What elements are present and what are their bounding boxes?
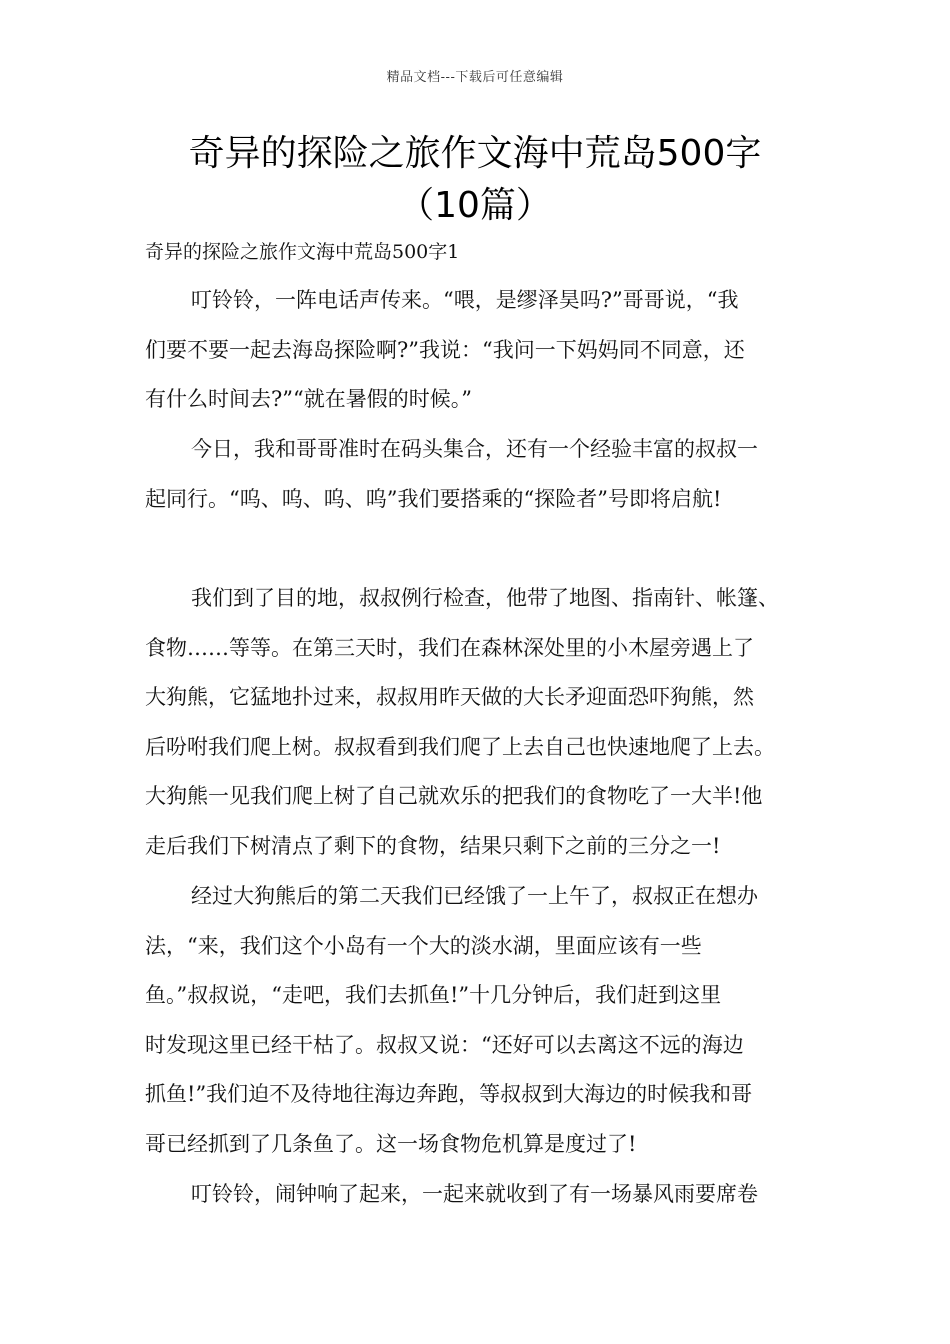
paragraph-1: [145, 276, 810, 425]
paragraph-line: 鱼。”叔叔说，“走吧，我们去抓鱼!”十几分钟后，我们赶到这里: [145, 983, 722, 1007]
paragraph-4: [145, 872, 810, 1169]
paragraph-line: 大狗熊，它猛地扑过来，叔叔用昨天做的大长矛迎面恐吓狗熊，然: [145, 685, 754, 709]
paragraph-2: [145, 425, 810, 524]
paragraph-line: 食物……等等。在第三天时，我们在森林深处里的小木屋旁遇上了: [145, 635, 754, 660]
paragraph-line: 叮铃铃，闹钟响了起来，一起来就收到了有一场暴风雨要席卷: [191, 1182, 758, 1206]
paragraph-line: 我们到了目的地，叔叔例行检查，他带了地图、指南针、帐篷、: [191, 586, 779, 610]
paragraph-5: [145, 1170, 810, 1220]
paragraph-line: 叮铃铃，一阵电话声传来。“喂，是缪泽昊吗?”哥哥说，“我: [191, 288, 739, 312]
title-line-2: （10篇）: [398, 185, 552, 226]
paragraph-line: 起同行。“呜、呜、呜、呜”我们要搭乘的“探险者”号即将启航!: [145, 486, 722, 511]
page-header: 精品文档---下载后可任意编辑: [386, 70, 564, 85]
paragraph-line: 走后我们下树清点了剩下的食物，结果只剩下之前的三分之一!: [145, 833, 721, 858]
paragraph-line: 今日，我和哥哥准时在码头集合，还有一个经验丰富的叔叔一: [191, 437, 758, 461]
document-title: [100, 128, 850, 232]
paragraph-line: 后吩咐我们爬上树。叔叔看到我们爬了上去自己也快速地爬了上去。: [145, 734, 775, 759]
title-line-1: 奇异的探险之旅作文海中荒岛500字: [188, 133, 762, 174]
paragraph-line: 法，“来，我们这个小岛有一个大的淡水湖，里面应该有一些: [145, 933, 702, 958]
paragraph-line: 有什么时间去?”“就在暑假的时候。”: [145, 387, 472, 411]
paragraph-line: 抓鱼!”我们迫不及待地往海边奔跑，等叔叔到大海边的时候我和哥: [145, 1082, 753, 1106]
paragraph-line: 大狗熊一见我们爬上树了自己就欢乐的把我们的食物吃了一大半!他: [145, 784, 763, 808]
paragraph-line: 时发现这里已经干枯了。叔叔又说：“还好可以去离这不远的海边: [145, 1032, 744, 1057]
paragraph-line: 哥已经抓到了几条鱼了。这一场食物危机算是度过了!: [145, 1131, 637, 1156]
essay-heading: 奇异的探险之旅作文海中荒岛500字1: [145, 241, 460, 263]
paragraph-line: 们要不要一起去海岛探险啊?”我说：“我问一下妈妈同不同意，还: [145, 337, 745, 362]
paragraph-3: [145, 574, 810, 871]
paragraph-line: 经过大狗熊后的第二天我们已经饿了一上午了，叔叔正在想办: [191, 884, 758, 908]
